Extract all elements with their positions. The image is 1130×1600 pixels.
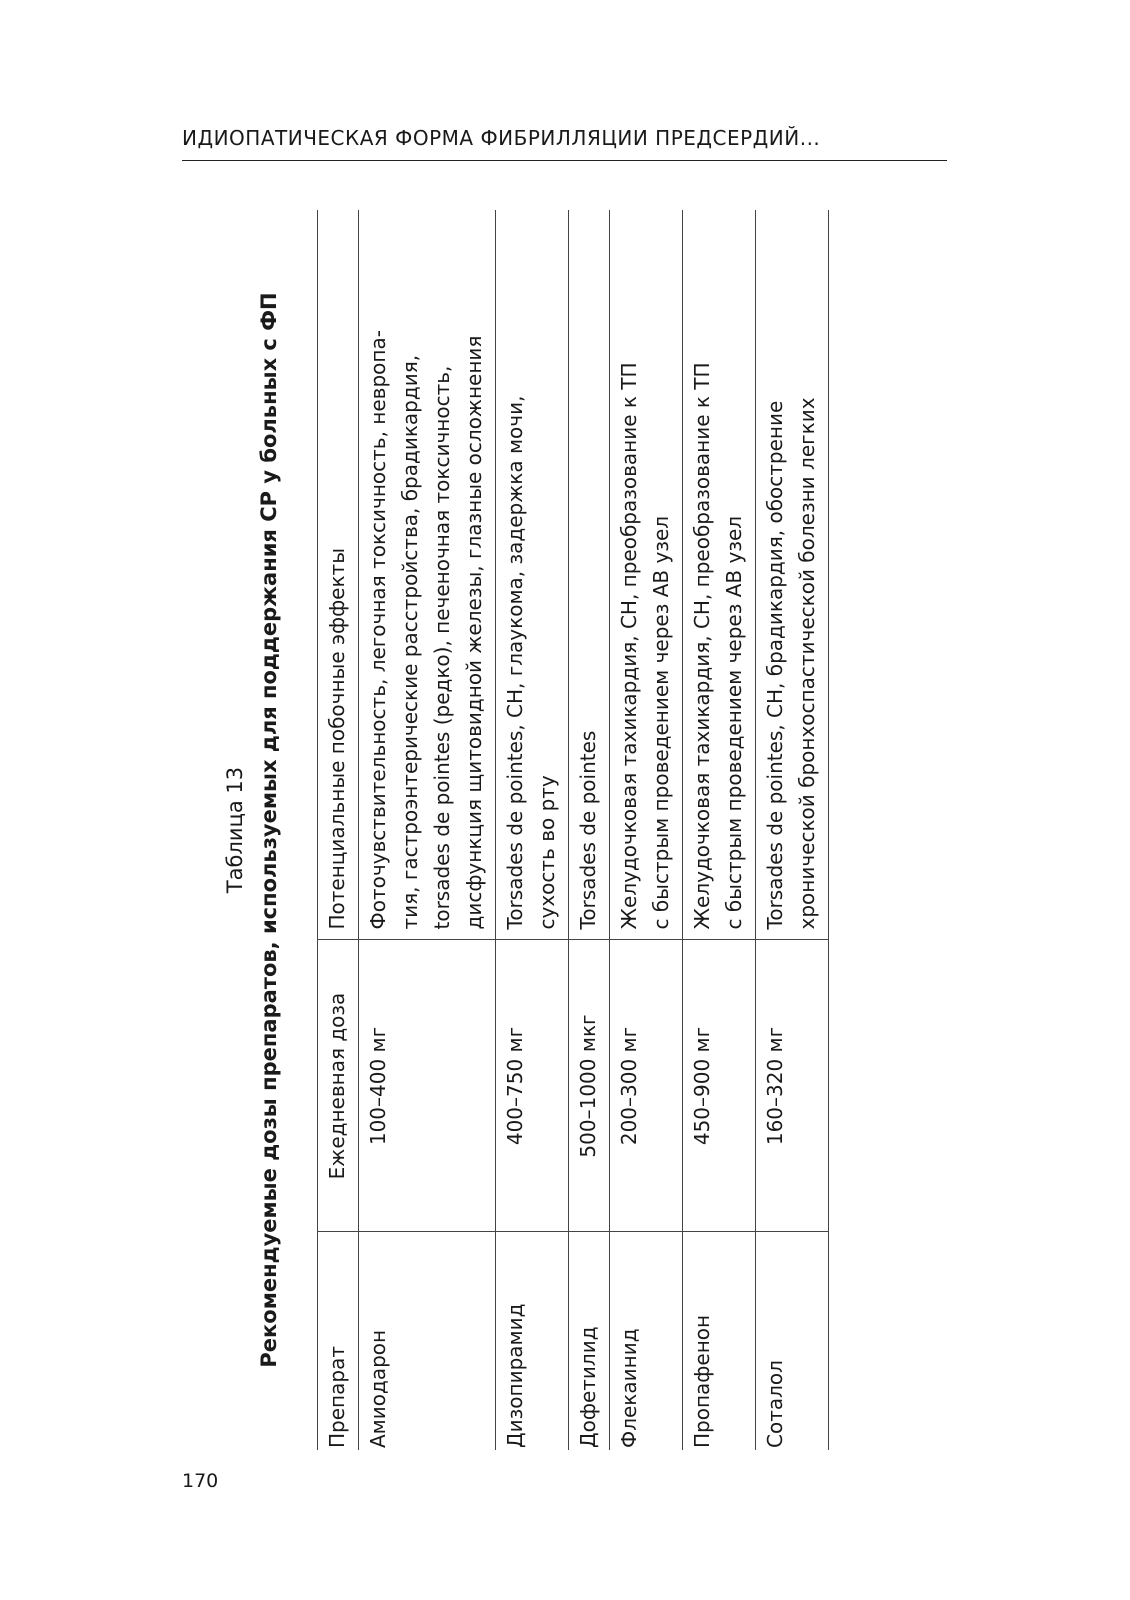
drug-name: Дизопирамид [496,1232,569,1450]
side-effects-line: с быстрым проведением через АВ узел [722,515,746,930]
page-number: 170 [182,1470,219,1492]
side-effects-line: с быстрым проведением через АВ узел [649,515,673,930]
side-effects [359,210,496,940]
side-effects-line: Желудочковая тахикардия, СН, преобразование к ТП [690,362,714,930]
drug-name: Дофетилид [569,1232,610,1450]
side-effects [496,210,569,940]
side-effects-line: torsades de pointes (редко), печеночная токсичность, [430,365,454,930]
table-row [756,210,829,1450]
rotated-table-block [205,210,905,1450]
column-header-effects: Потенциальные побочные эффекты [318,210,359,940]
header-divider [182,160,947,161]
side-effects [683,210,756,940]
side-effects-line: сухость во рту [535,775,559,930]
daily-dose: 160–320 мг [756,940,829,1232]
daily-dose: 100–400 мг [359,940,496,1232]
side-effects-line: Желудочковая тахикардия, СН, преобразование к ТП [617,362,641,930]
column-header-dose: Ежедневная доза [318,940,359,1232]
side-effects-line: Torsades de pointes, СН, брадикардия, обострение [763,400,787,930]
drug-name: Амиодарон [359,1232,496,1450]
daily-dose: 500–1000 мкг [569,940,610,1232]
table-row [569,210,610,1450]
table-title: Рекомендуемые дозы препаратов, используемых для поддержания СР у больных с ФП [257,292,281,1368]
drug-name: Соталол [756,1232,829,1450]
drug-name: Пропафенон [683,1232,756,1450]
side-effects [756,210,829,940]
daily-dose: 400–750 мг [496,940,569,1232]
side-effects-line: дисфункция щитовидной железы, глазные осложнения [462,335,486,930]
table-row [496,210,569,1450]
table-row [610,210,683,1450]
side-effects-line: тия, гастроэнтерические расстройства, брадикардия, [398,354,422,930]
side-effects [569,210,610,940]
daily-dose: 200–300 мг [610,940,683,1232]
side-effects-line: Фоточувствительность, легочная токсичность, невропа- [366,330,390,930]
table-row [683,210,756,1450]
drug-name: Флекаинид [610,1232,683,1450]
dose-table [317,210,829,1450]
table-number: Таблица 13 [223,766,247,894]
side-effects-line: хронической бронхоспастической болезни легких [795,397,819,930]
daily-dose: 450–900 мг [683,940,756,1232]
side-effects-line: Torsades de pointes [576,730,600,930]
side-effects-line: Torsades de pointes, СН, глаукома, задержка мочи, [503,395,527,930]
column-header-drug: Препарат [318,1232,359,1450]
side-effects [610,210,683,940]
table-row [359,210,496,1450]
table-header-row [318,210,359,1450]
running-head: ИДИОПАТИЧЕСКАЯ ФОРМА ФИБРИЛЛЯЦИИ ПРЕДСЕРДИЙ... [182,126,821,150]
